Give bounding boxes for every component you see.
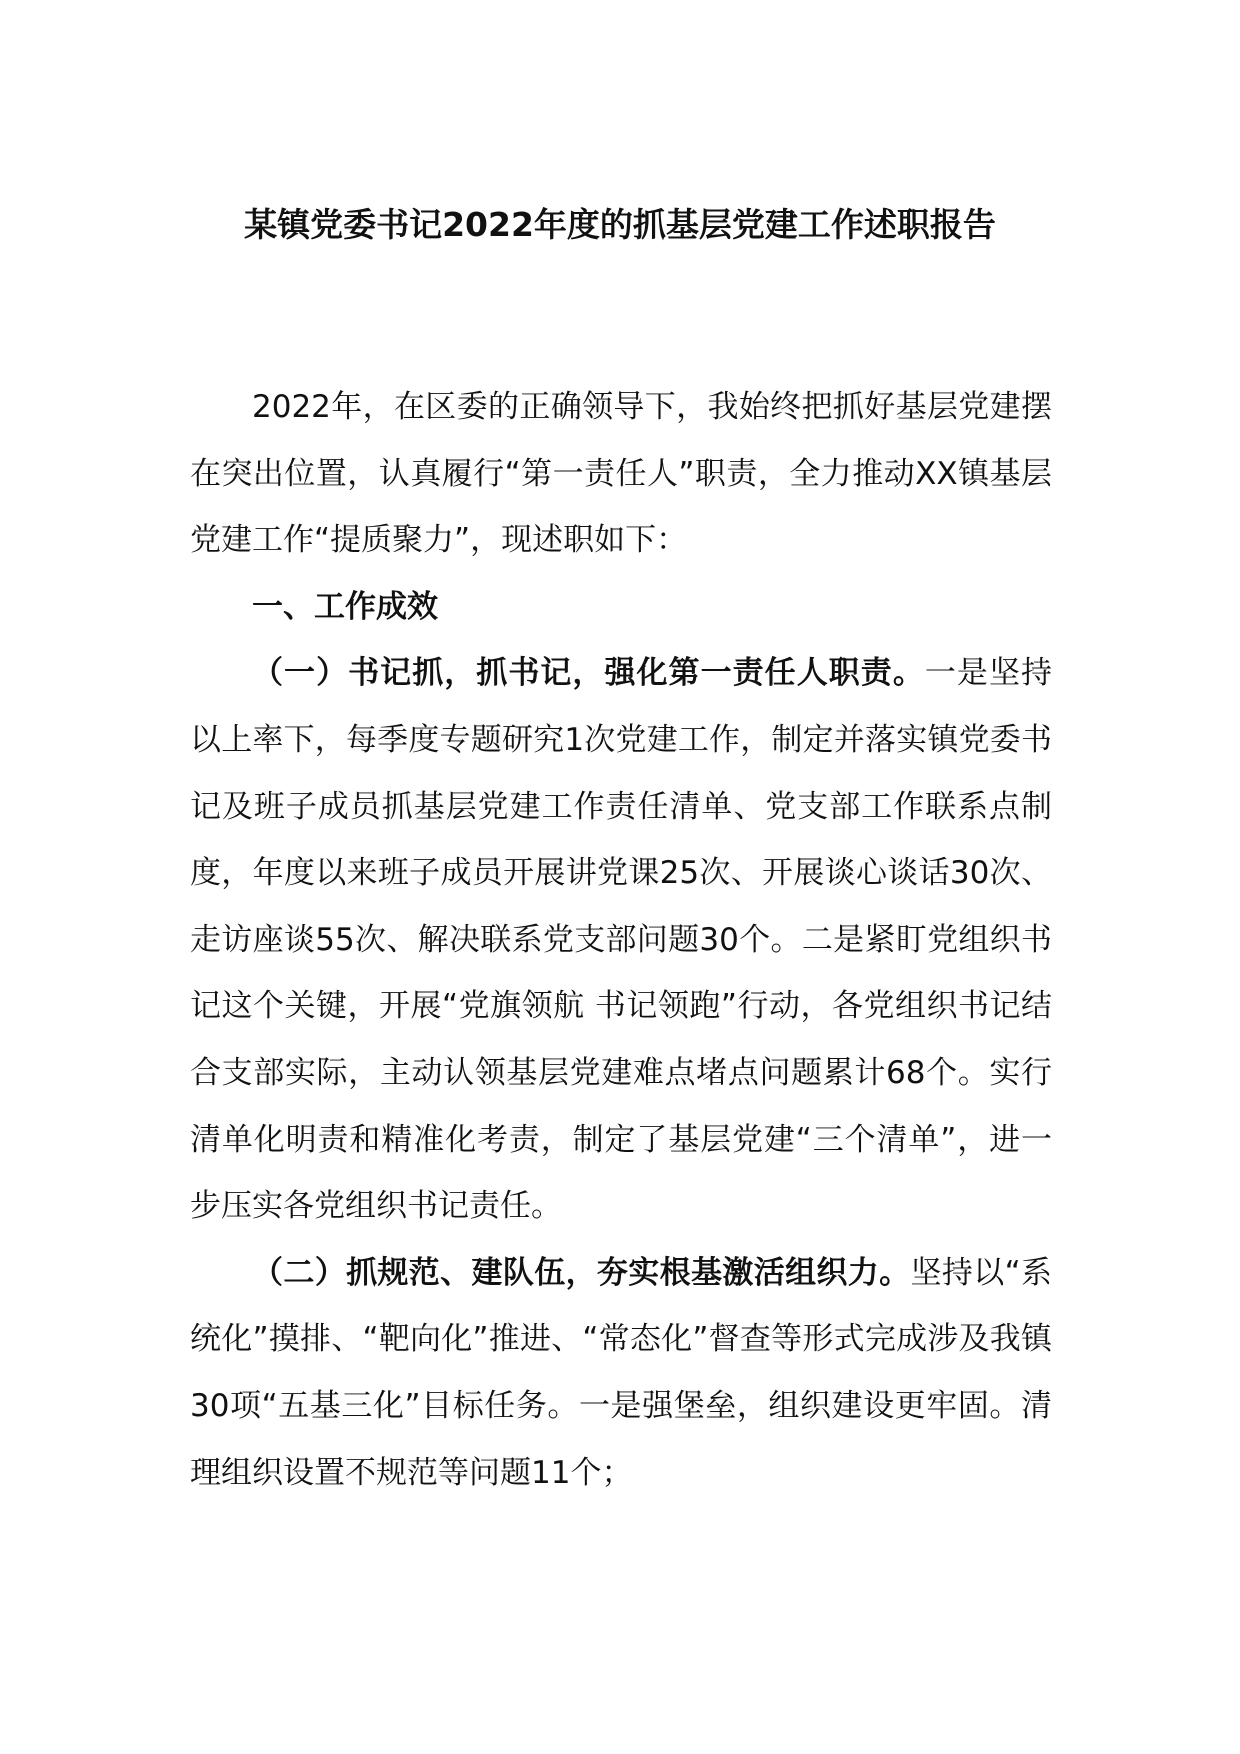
subsection-paragraph-1 xyxy=(190,640,1052,1239)
subsection-paragraph-2 xyxy=(190,1240,1052,1506)
subsection-lead-1: （一）书记抓，抓书记，强化第一责任人职责。 xyxy=(252,655,925,692)
intro-paragraph: 2022年，在区委的正确领导下，我始终把抓好基层党建摆在突出位置，认真履行“第一责任人”职责，全力推动XX镇基层党建工作“提质聚力”，现述职如下： xyxy=(190,389,1052,559)
subsection-text-1: 一是坚持以上率下，每季度专题研究1次党建工作，制定并落实镇党委书记及班子成员抓基层党建工作责任清单、党支部工作联系点制度，年度以来班子成员开展讲党课25次、开展谈心谈话30次、走访座谈55次、解决联系党支部问题30个。二是紧盯党组织书记这个关键，开展“党旗领航 书记领跑”行动，各党组织书记结合支部实际，主动认领基层党建难点堵点问题累计68个。实行清单化明责和精准化考责，制定了基层党建“三个清单”，进一步压实各党组织书记责任。 xyxy=(190,655,1052,1225)
document-title: 某镇党委书记2022年度的抓基层党建工作述职报告 xyxy=(244,205,996,244)
document-body xyxy=(190,374,1052,1506)
subsection-text-2: 坚持以“系统化”摸排、“靶向化”推进、“常态化”督查等形式完成涉及我镇30项“五基三化”目标任务。一是强堡垒，组织建设更牢固。清理组织设置不规范等问题11个； xyxy=(190,1254,1053,1491)
section-heading-work-results: 一、工作成效 xyxy=(252,588,438,625)
subsection-lead-2: （二）抓规范、建队伍，夯实根基激活组织力。 xyxy=(252,1254,911,1291)
